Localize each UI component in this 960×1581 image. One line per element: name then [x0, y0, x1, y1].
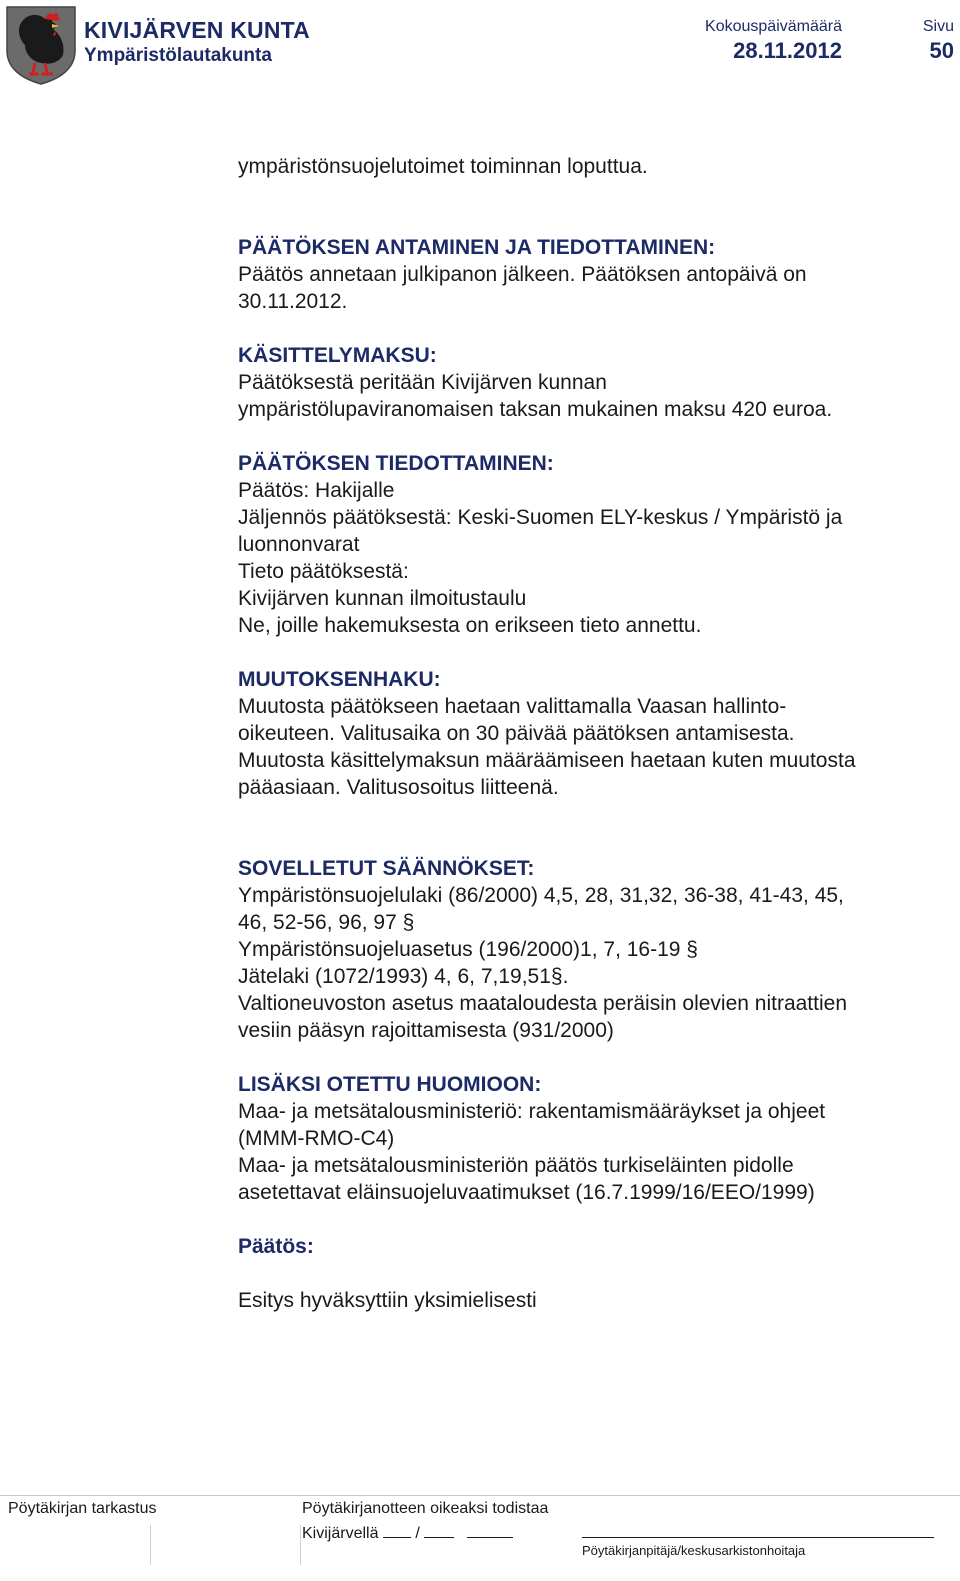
meeting-date: 28.11.2012 [733, 38, 842, 63]
month-blank [424, 1522, 454, 1538]
section-heading-appeal: MUUTOKSENHAKU: [238, 668, 441, 691]
page-number: 50 [929, 38, 954, 63]
section-line: Jäljennös päätöksestä: Keski-Suomen ELY-keskus / Ympäristö ja [238, 506, 843, 529]
municipality-name: KIVIJÄRVEN KUNTA [84, 17, 310, 43]
day-blank [383, 1522, 411, 1538]
section-line: Tieto päätöksestä: [238, 560, 409, 583]
section-line: Valtioneuvoston asetus maataloudesta peräisin olevien nitraattien [238, 992, 847, 1015]
decision-heading: Päätös: [238, 1235, 314, 1258]
section-line: pääasiaan. Valitusosoitus liitteenä. [238, 776, 559, 799]
section-line: (MMM-RMO-C4) [238, 1127, 395, 1150]
section-line: Ympäristönsuojeluasetus (196/2000)1, 7, 16-19 § [238, 938, 698, 961]
year-blank [467, 1522, 513, 1538]
section-line: Kivijärven kunnan ilmoitustaulu [238, 587, 527, 610]
signature-line [582, 1537, 934, 1538]
section-heading-decision-notice: PÄÄTÖKSEN TIEDOTTAMINEN: [238, 452, 554, 475]
section-line: Ne, joille hakemuksesta on erikseen tieto annettu. [238, 614, 702, 637]
section-line: Maa- ja metsätalousministeriön päätös turkiseläinten pidolle [238, 1154, 794, 1177]
section-heading-regulations: SOVELLETUT SÄÄNNÖKSET: [238, 857, 535, 880]
footer-column-divider [150, 1525, 151, 1565]
place-date-line [302, 1522, 513, 1543]
section-line: vesiin pääsyn rajoittamisesta (931/2000) [238, 1019, 614, 1042]
certified-label: Pöytäkirjanotteen oikeaksi todistaa [302, 1500, 549, 1517]
section-line: Päätös: Hakijalle [238, 479, 395, 502]
rooster-crest-icon [5, 5, 77, 85]
signer-title: Pöytäkirjanpitäjä/keskusarkistonhoitaja [582, 1543, 806, 1558]
page-footer [0, 1495, 960, 1581]
page-header [0, 0, 960, 90]
page-label: Sivu [922, 18, 954, 35]
section-line: oikeuteen. Valitusaika on 30 päivää päätöksen antamisesta. [238, 722, 795, 745]
section-heading-decision-issuing: PÄÄTÖKSEN ANTAMINEN JA TIEDOTTAMINEN: [238, 236, 716, 259]
section-line: ympäristölupaviranomaisen taksan mukainen maksu 420 euroa. [238, 398, 833, 421]
footer-divider [0, 1495, 960, 1496]
section-line: Päätöksestä peritään Kivijärven kunnan [238, 371, 607, 394]
section-line: Jätelaki (1072/1993) 4, 6, 7,19,51§. [238, 965, 569, 988]
meeting-date-label: Kokouspäivämäärä [705, 18, 842, 35]
section-line: Muutosta käsittelymaksun määräämiseen haetaan kuten muutosta [238, 749, 856, 772]
section-line: Maa- ja metsätalousministeriö: rakentamismääräykset ja ohjeet [238, 1100, 826, 1123]
review-label: Pöytäkirjan tarkastus [8, 1500, 157, 1517]
section-line: asetettavat eläinsuojeluvaatimukset (16.7.1999/16/EEO/1999) [238, 1181, 815, 1204]
footer-column-divider [300, 1525, 301, 1565]
decision-text: Esitys hyväksyttiin yksimielisesti [238, 1289, 537, 1312]
section-line: Ympäristönsuojelulaki (86/2000) 4,5, 28, 31,32, 36-38, 41-43, 45, [238, 884, 844, 907]
section-line: Päätös annetaan julkipanon jälkeen. Päätöksen antopäivä on [238, 263, 807, 286]
intro-text: ympäristönsuojelutoimet toiminnan loputtua. [238, 155, 648, 178]
board-name: Ympäristölautakunta [84, 45, 272, 66]
section-heading-also-considered: LISÄKSI OTETTU HUOMIOON: [238, 1073, 542, 1096]
section-line: luonnonvarat [238, 533, 360, 556]
document-body [238, 153, 948, 1314]
date-separator: / [415, 1525, 420, 1542]
section-line: 46, 52-56, 96, 97 § [238, 911, 415, 934]
section-heading-processing-fee: KÄSITTELYMAKSU: [238, 344, 437, 367]
place-prefix: Kivijärvellä [302, 1525, 379, 1542]
section-line: 30.11.2012. [238, 290, 348, 313]
section-line: Muutosta päätökseen haetaan valittamalla Vaasan hallinto- [238, 695, 787, 718]
